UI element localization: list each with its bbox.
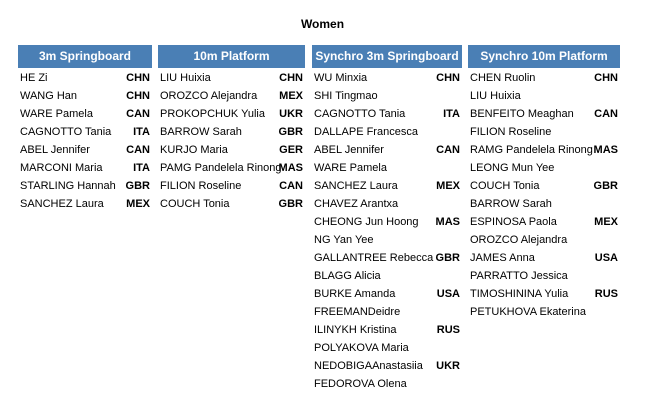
athlete-list xyxy=(18,68,152,213)
athlete-row xyxy=(158,177,305,195)
athlete-row xyxy=(312,285,462,303)
country-code: GBR xyxy=(593,180,618,192)
athlete-row xyxy=(468,213,620,231)
athlete-row xyxy=(468,69,620,87)
athlete-name: CHEONG Jun Hoong xyxy=(314,216,419,228)
country-code: MEX xyxy=(126,198,150,210)
athlete-row xyxy=(312,159,462,177)
country-code: GBR xyxy=(278,198,303,210)
athlete-name: COUCH Tonia xyxy=(160,198,230,210)
country-code: CAN xyxy=(436,144,460,156)
athlete-row xyxy=(468,195,620,213)
athlete-row xyxy=(468,159,620,177)
country-code: RUS xyxy=(594,288,618,300)
athlete-name: KURJO Maria xyxy=(160,144,228,156)
athlete-row xyxy=(312,141,462,159)
athlete-name: BURKE Amanda xyxy=(314,288,396,300)
athlete-name: PROKOPCHUK Yulia xyxy=(160,108,265,120)
athlete-name: WARE Pamela xyxy=(20,108,93,120)
country-code: CAN xyxy=(594,108,618,120)
athlete-row xyxy=(312,267,462,285)
athlete-name: CHEN Ruolin xyxy=(470,72,536,84)
athlete-row xyxy=(18,105,152,123)
athlete-name: CAGNOTTO Tania xyxy=(20,126,112,138)
athlete-name: HE Zi xyxy=(20,72,48,84)
athlete-name: ESPINOSA Paola xyxy=(470,216,557,228)
athlete-list xyxy=(158,68,305,213)
country-code: MAS xyxy=(435,216,460,228)
athlete-name: FILION Roseline xyxy=(470,126,552,138)
athlete-name: PAMG Pandelela Rinong xyxy=(160,162,282,174)
athlete-name: FILION Roseline xyxy=(160,180,242,192)
country-code: MEX xyxy=(594,216,618,228)
country-code: MAS xyxy=(278,162,303,174)
country-code: UKR xyxy=(436,360,460,372)
column-header: 10m Platform xyxy=(158,45,305,68)
country-code: GBR xyxy=(435,252,460,264)
country-code: GER xyxy=(279,144,303,156)
athlete-name: SANCHEZ Laura xyxy=(314,180,398,192)
country-code: CAN xyxy=(126,108,150,120)
athlete-name: BARROW Sarah xyxy=(160,126,242,138)
athlete-row xyxy=(312,177,462,195)
country-code: CAN xyxy=(126,144,150,156)
athlete-name: WANG Han xyxy=(20,90,78,102)
country-code: USA xyxy=(436,288,460,300)
country-code: CAN xyxy=(279,180,303,192)
country-code: GBR xyxy=(278,126,303,138)
athlete-name: POLYAKOVA Maria xyxy=(314,342,409,354)
athlete-row xyxy=(312,303,462,321)
athlete-row xyxy=(312,375,462,393)
athlete-name: OROZCO Alejandra xyxy=(160,90,258,102)
athlete-name: LIU Huixia xyxy=(160,72,211,84)
athlete-name: MARCONI Maria xyxy=(20,162,103,174)
column-synchro-3m-springboard xyxy=(312,45,462,393)
athlete-row xyxy=(18,87,152,105)
athlete-name: FEDOROVA Olena xyxy=(314,378,407,390)
country-code: CHN xyxy=(126,72,150,84)
athlete-row xyxy=(158,141,305,159)
country-code: CHN xyxy=(126,90,150,102)
column-header: 3m Springboard xyxy=(18,45,152,68)
athlete-name: JAMES Anna xyxy=(470,252,535,264)
athlete-row xyxy=(312,213,462,231)
athlete-row xyxy=(312,123,462,141)
athlete-name: LEONG Mun Yee xyxy=(470,162,555,174)
country-code: RUS xyxy=(436,324,460,336)
athlete-name: CAGNOTTO Tania xyxy=(314,108,406,120)
athlete-name: WU Minxia xyxy=(314,72,368,84)
athlete-row xyxy=(468,105,620,123)
athlete-name: DALLAPE Francesca xyxy=(314,126,418,138)
athlete-name: BENFEITO Meaghan xyxy=(470,108,574,120)
athlete-row xyxy=(312,105,462,123)
athlete-name: PARRATTO Jessica xyxy=(470,270,568,282)
country-code: ITA xyxy=(443,108,460,120)
athlete-row xyxy=(468,231,620,249)
athlete-row xyxy=(18,69,152,87)
athlete-name: CHAVEZ Arantxa xyxy=(314,198,399,210)
athlete-name: NG Yan Yee xyxy=(314,234,374,246)
athlete-row xyxy=(468,249,620,267)
country-code: ITA xyxy=(133,126,150,138)
athlete-name: GALLANTREE Rebecca xyxy=(314,252,434,264)
athlete-name: ABEL Jennifer xyxy=(314,144,384,156)
athlete-list xyxy=(468,68,620,321)
athlete-row xyxy=(468,123,620,141)
athlete-row xyxy=(468,87,620,105)
country-code: UKR xyxy=(279,108,303,120)
athlete-name: RAMG Pandelela Rinong xyxy=(470,144,593,156)
country-code: USA xyxy=(594,252,618,264)
country-code: MAS xyxy=(593,144,618,156)
athlete-row xyxy=(312,195,462,213)
athlete-row xyxy=(312,357,462,375)
page-title: Women xyxy=(300,17,345,31)
country-code: MEX xyxy=(436,180,460,192)
athlete-name: ABEL Jennifer xyxy=(20,144,90,156)
athlete-name: OROZCO Alejandra xyxy=(470,234,568,246)
athlete-row xyxy=(312,249,462,267)
athlete-row xyxy=(18,123,152,141)
athlete-name: ILINYKH Kristina xyxy=(314,324,397,336)
athlete-row xyxy=(312,69,462,87)
athlete-row xyxy=(312,231,462,249)
column-synchro-10m-platform xyxy=(468,45,620,321)
country-code: CHN xyxy=(594,72,618,84)
column-3m-springboard xyxy=(18,45,152,213)
athlete-row xyxy=(468,141,620,159)
athlete-row xyxy=(468,267,620,285)
athlete-row xyxy=(18,159,152,177)
column-header: Synchro 10m Platform xyxy=(468,45,620,68)
athlete-row xyxy=(312,339,462,357)
country-code: CHN xyxy=(436,72,460,84)
athlete-row xyxy=(468,285,620,303)
athlete-name: LIU Huixia xyxy=(470,90,521,102)
athlete-row xyxy=(468,303,620,321)
athlete-name: BLAGG Alicia xyxy=(314,270,381,282)
athlete-name: SHI Tingmao xyxy=(314,90,378,102)
athlete-row xyxy=(158,195,305,213)
athlete-name: PETUKHOVA Ekaterina xyxy=(470,306,586,318)
athlete-row xyxy=(158,159,305,177)
athlete-row xyxy=(158,105,305,123)
athlete-row xyxy=(468,177,620,195)
athlete-name: WARE Pamela xyxy=(314,162,387,174)
country-code: MEX xyxy=(279,90,303,102)
athlete-row xyxy=(312,321,462,339)
athlete-row xyxy=(158,123,305,141)
athlete-row xyxy=(158,69,305,87)
athlete-name: FREEMANDeidre xyxy=(314,306,401,318)
column-header: Synchro 3m Springboard xyxy=(312,45,462,68)
country-code: CHN xyxy=(279,72,303,84)
athlete-name: STARLING Hannah xyxy=(20,180,116,192)
athlete-row xyxy=(18,177,152,195)
athlete-name: NEDOBIGAAnastasiia xyxy=(314,360,423,372)
athlete-name: SANCHEZ Laura xyxy=(20,198,104,210)
country-code: GBR xyxy=(125,180,150,192)
athlete-row xyxy=(312,87,462,105)
athlete-list xyxy=(312,68,462,393)
country-code: ITA xyxy=(133,162,150,174)
column-10m-platform xyxy=(158,45,305,213)
athlete-row xyxy=(158,87,305,105)
athlete-name: BARROW Sarah xyxy=(470,198,552,210)
athlete-name: COUCH Tonia xyxy=(470,180,540,192)
athlete-row xyxy=(18,195,152,213)
athlete-name: TIMOSHININA Yulia xyxy=(470,288,569,300)
athlete-row xyxy=(18,141,152,159)
